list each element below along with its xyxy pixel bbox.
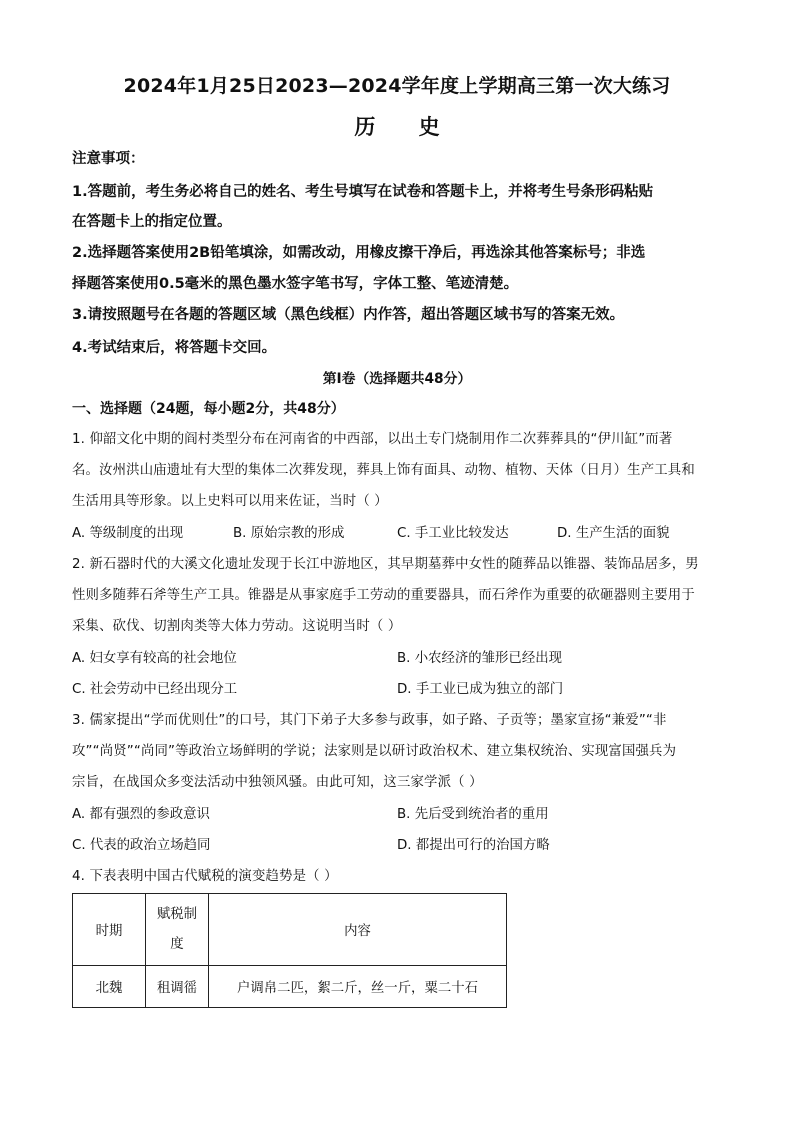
- question-2-option-a[interactable]: A. 妇女享有较高的社会地位: [72, 651, 237, 666]
- notes-line: 2.选择题答案使用2B铅笔填涂，如需改动，用橡皮擦干净后，再选涂其他答案标号；非选: [72, 245, 646, 261]
- question-3-text: 攻”“尚贤”“尚同”等政治立场鲜明的学说；法家则是以研讨政治权术、建立集权统治、实现富国强兵为: [72, 744, 677, 759]
- question-4-text: 4. 下表表明中国古代赋税的演变趋势是（ ）: [72, 869, 338, 884]
- subject-title: 历 史: [354, 115, 458, 139]
- cell-period: 北魏: [73, 966, 146, 1008]
- tax-table: [72, 893, 507, 1008]
- question-3-text: 宗旨，在战国众多变法活动中独领风骚。由此可知，这三家学派（ ）: [72, 775, 483, 790]
- question-2-text: 采集、砍伐、切割肉类等大体力劳动。这说明当时（ ）: [72, 619, 402, 634]
- table-header-row: [73, 894, 507, 966]
- question-1-option-c[interactable]: C. 手工业比较发达: [397, 526, 509, 541]
- question-1-option-b[interactable]: B. 原始宗教的形成: [233, 526, 345, 541]
- header-content: 内容: [209, 894, 507, 966]
- header-tax-system-line2: 度: [170, 936, 184, 952]
- question-3-text: 3. 儒家提出“学而优则仕”的口号，其门下弟子大多参与政事，如子路、子贡等；墨家宣扬“兼爱”“非: [72, 713, 667, 728]
- question-3-option-a[interactable]: A. 都有强烈的参政意识: [72, 807, 210, 822]
- question-2-text: 2. 新石器时代的大溪文化遗址发现于长江中游地区，其早期墓葬中女性的随葬品以锥器、装饰品居多，男: [72, 557, 699, 572]
- question-3-option-d[interactable]: D. 都提出可行的治国方略: [397, 838, 550, 853]
- exam-title: 2024年1月25日2023—2024学年度上学期高三第一次大练习: [123, 75, 671, 97]
- question-1-option-d[interactable]: D. 生产生活的面貌: [557, 526, 670, 541]
- question-1-text: 生活用具等形象。以上史料可以用来佐证，当时（ ）: [72, 494, 388, 509]
- notes-line: 择题答案使用0.5毫米的黑色墨水签字笔书写，字体工整、笔迹清楚。: [72, 276, 519, 292]
- header-tax-system-line1: 赋税制: [156, 906, 198, 922]
- question-3-option-c[interactable]: C. 代表的政治立场趋同: [72, 838, 211, 853]
- question-1-text: 1. 仰韶文化中期的阎村类型分布在河南省的中西部，以出土专门烧制用作二次葬葬具的“伊川缸”而著: [72, 432, 673, 447]
- question-1-option-a[interactable]: A. 等级制度的出现: [72, 526, 184, 541]
- header-tax-system: [146, 894, 209, 966]
- notes-line: 在答题卡上的指定位置。: [72, 214, 232, 230]
- table-row: [73, 966, 507, 1008]
- question-3-option-b[interactable]: B. 先后受到统治者的重用: [397, 807, 549, 822]
- notes-line: 3.请按照题号在各题的答题区域（黑色线框）内作答，超出答题区域书写的答案无效。: [72, 307, 625, 323]
- question-2-option-b[interactable]: B. 小农经济的雏形已经出现: [397, 651, 562, 666]
- section-heading: 一、选择题（24题，每小题2分，共48分）: [72, 401, 345, 417]
- cell-content: 户调帛二匹，絮二斤，丝一斤，粟二十石: [209, 966, 507, 1008]
- notes-line: 4.考试结束后，将答题卡交回。: [72, 340, 277, 356]
- notes-line: 1.答题前，考生务必将自己的姓名、考生号填写在试卷和答题卡上，并将考生号条形码粘贴: [72, 184, 654, 200]
- part-title: 第Ⅰ卷（选择题共48分）: [322, 371, 472, 387]
- cell-tax-system: 租调徭: [146, 966, 209, 1008]
- question-2-option-d[interactable]: D. 手工业已成为独立的部门: [397, 682, 564, 697]
- question-2-option-c[interactable]: C. 社会劳动中已经出现分工: [72, 682, 238, 697]
- notes-heading: 注意事项：: [72, 151, 145, 167]
- question-1-text: 名。汝州洪山庙遗址有大型的集体二次葬发现，葬具上饰有面具、动物、植物、天体（日月）生产工具和: [72, 463, 695, 478]
- question-2-text: 性则多随葬石斧等生产工具。锥器是从事家庭手工劳动的重要器具，而石斧作为重要的砍砸器则主要用于: [72, 588, 695, 603]
- header-period: 时期: [73, 894, 146, 966]
